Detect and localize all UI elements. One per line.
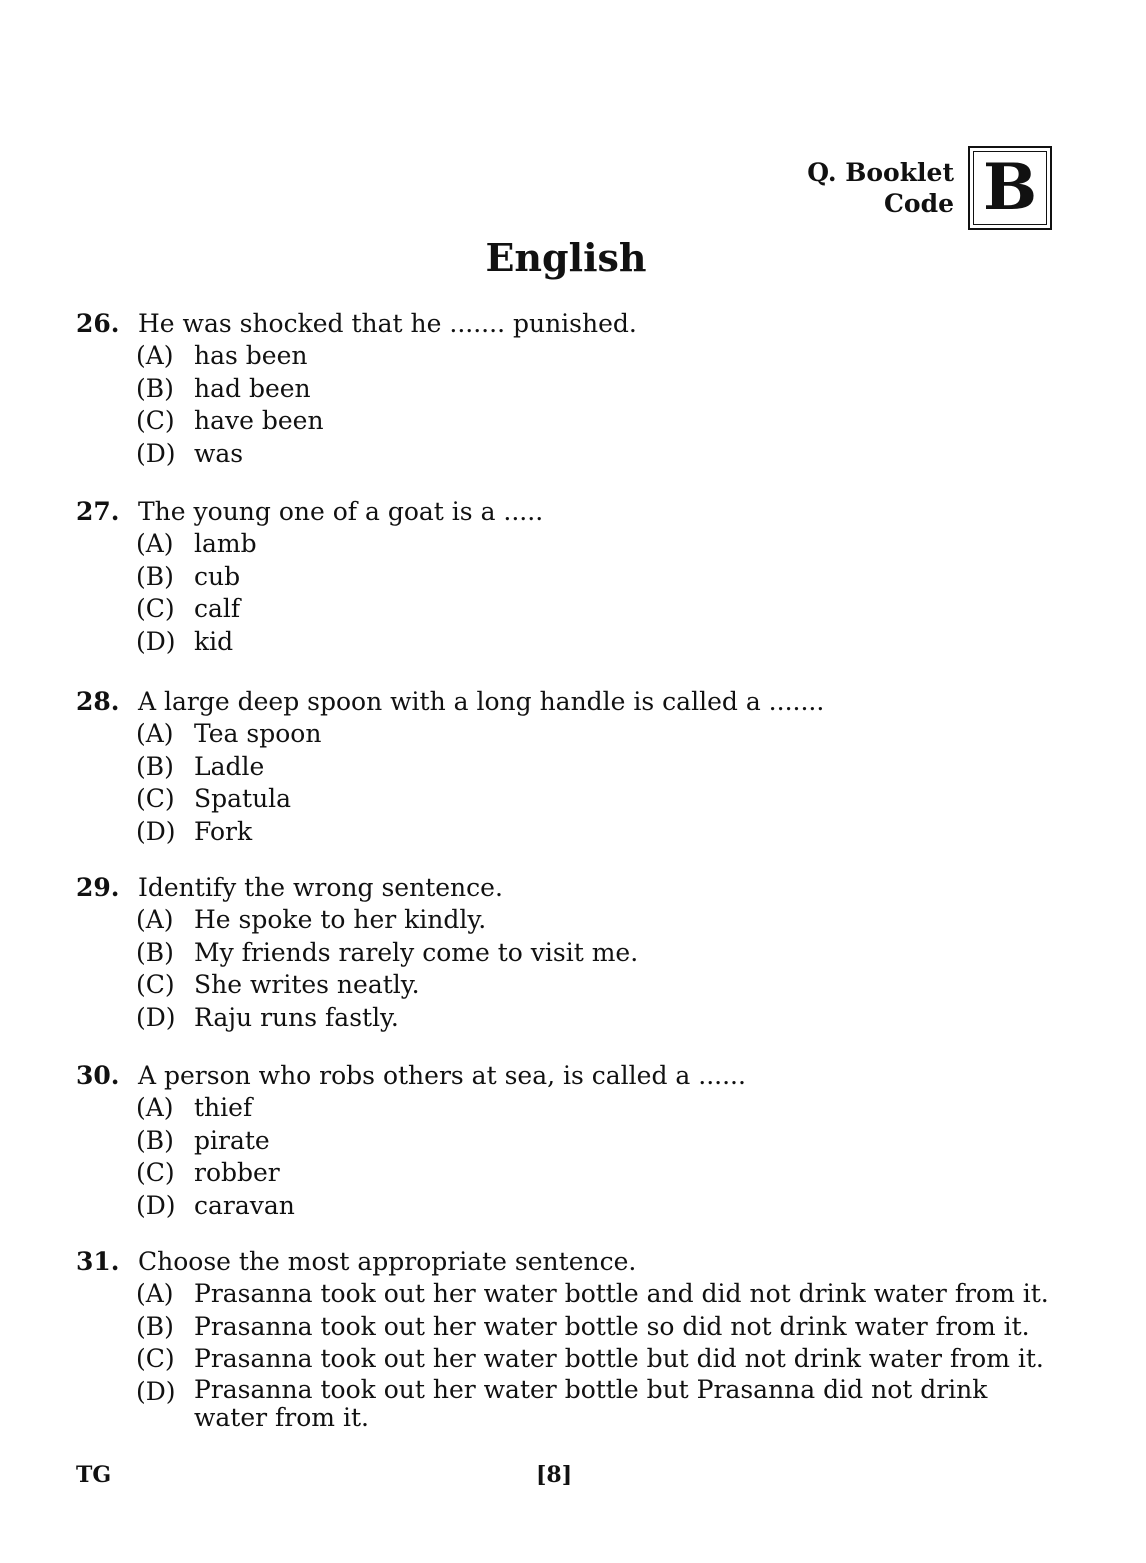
option-letter: (B)	[136, 1311, 174, 1341]
option-text: have been	[194, 406, 324, 435]
option-b	[136, 373, 1066, 406]
option-text: robber	[194, 1158, 280, 1187]
option-letter: (B)	[136, 937, 174, 967]
option-text: She writes neatly.	[194, 970, 420, 999]
question-text: He was shocked that he ....... punished.	[138, 309, 637, 338]
option-letter: (C)	[136, 1344, 175, 1373]
question-stem	[76, 308, 1066, 340]
option-c	[136, 1343, 1066, 1376]
option-text: My friends rarely come to visit me.	[194, 937, 639, 967]
option-text: Spatula	[194, 784, 292, 813]
question-number: 31.	[76, 1247, 120, 1276]
question-26	[76, 308, 1066, 470]
option-text: cub	[194, 561, 241, 591]
option-c	[136, 1157, 1066, 1190]
option-text: Tea spoon	[194, 719, 322, 748]
question-number: 27.	[76, 497, 120, 526]
option-letter: (D)	[136, 816, 176, 846]
option-text: calf	[194, 594, 241, 623]
question-stem	[76, 872, 1066, 904]
question-28	[76, 686, 1066, 848]
option-text: lamb	[194, 529, 257, 558]
option-b	[136, 1125, 1066, 1158]
option-a	[136, 1278, 1066, 1311]
subject-title: English	[485, 235, 647, 280]
option-c	[136, 969, 1066, 1002]
option-text: Prasanna took out her water bottle and did not drink water from it.	[194, 1279, 1049, 1308]
option-letter: (A)	[136, 719, 174, 748]
option-text: thief	[194, 1093, 253, 1122]
question-stem	[76, 496, 1066, 528]
booklet-label-line1: Q. Booklet	[807, 158, 954, 187]
question-number: 28.	[76, 687, 120, 716]
option-letter: (C)	[136, 1158, 175, 1187]
question-text: A person who robs others at sea, is called a ......	[138, 1061, 746, 1090]
option-letter: (B)	[136, 1125, 174, 1155]
option-a	[136, 340, 1066, 373]
booklet-code-block	[807, 146, 1052, 230]
question-31	[76, 1246, 1066, 1432]
option-a	[136, 528, 1066, 561]
option-d	[136, 1190, 1066, 1223]
footer-code: TG	[76, 1462, 112, 1488]
option-text: was	[194, 438, 244, 468]
option-letter: (C)	[136, 970, 175, 999]
page-number: [8]	[536, 1462, 573, 1488]
option-b	[136, 751, 1066, 784]
option-text: Prasanna took out her water bottle so did not drink water from it.	[194, 1311, 1030, 1341]
option-c	[136, 405, 1066, 438]
option-text: pirate	[194, 1125, 270, 1155]
option-letter: (C)	[136, 594, 175, 623]
question-text: Choose the most appropriate sentence.	[138, 1247, 637, 1276]
option-letter: (B)	[136, 561, 174, 591]
option-text: Fork	[194, 816, 253, 846]
option-b	[136, 561, 1066, 594]
option-letter: (D)	[136, 1002, 176, 1032]
option-text: kid	[194, 626, 234, 656]
option-letter: (A)	[136, 1093, 174, 1122]
option-c	[136, 593, 1066, 626]
option-a	[136, 1092, 1066, 1125]
question-number: 29.	[76, 873, 120, 902]
option-letter: (C)	[136, 784, 175, 813]
option-d	[136, 626, 1066, 659]
option-letter: (A)	[136, 341, 174, 370]
option-text: has been	[194, 341, 308, 370]
booklet-code-label	[807, 157, 954, 219]
option-text: Prasanna took out her water bottle but did not drink water from it.	[194, 1344, 1044, 1373]
option-letter: (C)	[136, 406, 175, 435]
option-letter: (A)	[136, 529, 174, 558]
question-stem	[76, 686, 1066, 718]
question-text: Identify the wrong sentence.	[138, 873, 503, 902]
question-text: A large deep spoon with a long handle is called a .......	[138, 687, 825, 716]
question-stem	[76, 1060, 1066, 1092]
option-letter: (D)	[136, 1190, 176, 1220]
question-30	[76, 1060, 1066, 1222]
question-stem	[76, 1246, 1066, 1278]
option-letter: (B)	[136, 373, 174, 403]
question-text: The young one of a goat is a .....	[138, 497, 544, 526]
option-text: Prasanna took out her water bottle but Prasanna did not drink water from it.	[194, 1374, 988, 1432]
option-text: caravan	[194, 1190, 295, 1220]
booklet-code-box: B	[968, 146, 1052, 230]
option-d	[136, 816, 1066, 849]
option-a	[136, 904, 1066, 937]
option-letter: (D)	[136, 626, 176, 656]
option-letter: (D)	[136, 1376, 176, 1406]
option-c	[136, 783, 1066, 816]
option-b	[136, 1311, 1066, 1344]
option-text: Ladle	[194, 751, 265, 781]
option-text: He spoke to her kindly.	[194, 905, 487, 934]
option-d	[136, 1376, 1066, 1432]
question-number: 30.	[76, 1061, 120, 1090]
option-text: had been	[194, 373, 311, 403]
option-text: Raju runs fastly.	[194, 1002, 399, 1032]
option-a	[136, 718, 1066, 751]
question-29	[76, 872, 1066, 1034]
booklet-label-line2: Code	[884, 189, 954, 218]
option-letter: (A)	[136, 1279, 174, 1308]
option-d	[136, 438, 1066, 471]
question-number: 26.	[76, 309, 120, 338]
option-d	[136, 1002, 1066, 1035]
option-letter: (B)	[136, 751, 174, 781]
question-27	[76, 496, 1066, 658]
option-letter: (A)	[136, 905, 174, 934]
option-b	[136, 937, 1066, 970]
option-letter: (D)	[136, 438, 176, 468]
